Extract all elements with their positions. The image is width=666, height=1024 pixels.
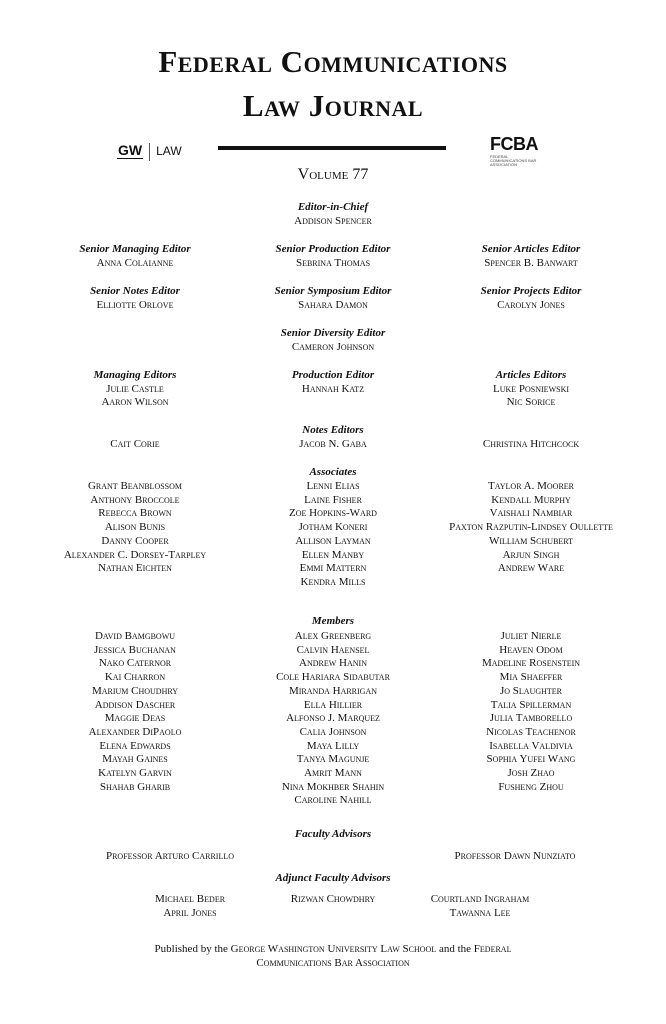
person-name: Alexander C. Dorsey-Tarpley bbox=[63, 548, 207, 561]
person-name: Nako Caternor bbox=[98, 657, 172, 670]
faculty-advisors-heading bbox=[0, 828, 666, 842]
person-name: Julie Castle bbox=[106, 382, 164, 395]
articles-editors-block bbox=[431, 369, 631, 410]
gw-logo-mark: GW bbox=[118, 142, 143, 158]
senior-production-editor-block bbox=[233, 243, 433, 270]
person-name: Josh Zhao bbox=[507, 767, 555, 780]
person-name: Nina Mokhber Shahin bbox=[281, 780, 385, 793]
person-name: Allison Layman bbox=[295, 534, 371, 547]
person-name: Professor Dawn Nunziato bbox=[454, 850, 576, 862]
members-col2 bbox=[233, 630, 433, 808]
role-title: Senior Projects Editor bbox=[480, 285, 582, 297]
person-name: Katelyn Garvin bbox=[98, 767, 172, 780]
person-name: Sebrina Thomas bbox=[295, 256, 371, 269]
associates-heading-block bbox=[0, 466, 666, 480]
person-name: Anna Colaianne bbox=[96, 256, 174, 269]
publisher-line1 bbox=[0, 942, 666, 956]
person-name: Cait Corie bbox=[110, 437, 160, 450]
person-name: Vaishali Nambiar bbox=[489, 507, 573, 520]
person-name: Anthony Broccole bbox=[90, 493, 180, 506]
section-title: Faculty Advisors bbox=[294, 828, 372, 840]
person-name: Nathan Eichten bbox=[98, 562, 172, 575]
person-name: Jotham Koneri bbox=[298, 521, 368, 534]
person-name: Calia Johnson bbox=[299, 725, 367, 738]
person-name: Michael Beder bbox=[154, 893, 226, 905]
senior-notes-editor-block bbox=[35, 285, 235, 312]
senior-projects-editor-block bbox=[431, 285, 631, 312]
person-name: Maya Lilly bbox=[306, 739, 360, 752]
person-name: Christina Hitchcock bbox=[482, 437, 580, 450]
role-title: Senior Managing Editor bbox=[79, 243, 191, 255]
gw-law-text: LAW bbox=[156, 144, 182, 158]
person-name: Rebecca Brown bbox=[98, 507, 172, 520]
person-name: William Schubert bbox=[488, 534, 574, 547]
person-name: Ellen Manby bbox=[301, 548, 365, 561]
associates-col2 bbox=[233, 480, 433, 590]
role-title: Senior Symposium Editor bbox=[274, 285, 392, 297]
role-title: Articles Editors bbox=[495, 369, 567, 381]
section-title: Members bbox=[311, 615, 355, 627]
members-heading-block bbox=[0, 615, 666, 629]
person-name: April Jones bbox=[163, 906, 217, 919]
senior-managing-editor-block bbox=[35, 243, 235, 270]
journal-title-line1: Federal Communications bbox=[158, 44, 508, 79]
person-name: Kai Charron bbox=[104, 671, 166, 684]
person-name: Jessica Buchanan bbox=[94, 643, 176, 656]
person-name: Sophia Yufei Wang bbox=[486, 753, 576, 766]
person-name: Luke Posniewski bbox=[492, 382, 570, 395]
person-name: Shahab Gharib bbox=[99, 780, 171, 793]
notes-editor-right bbox=[431, 438, 631, 452]
person-name: Arjun Singh bbox=[502, 548, 560, 561]
volume-number: Volume 77 bbox=[297, 166, 369, 183]
editor-in-chief-block bbox=[0, 201, 666, 228]
faculty-advisor-right bbox=[400, 850, 630, 864]
person-name: Cole Hariara Sidabutar bbox=[276, 671, 390, 684]
person-name: David Bamgbowu bbox=[94, 630, 176, 642]
person-name: Madeline Rosenstein bbox=[481, 657, 581, 670]
members-col1 bbox=[35, 630, 235, 794]
journal-title-line2: Law Journal bbox=[242, 88, 424, 123]
fcba-logo-text: FCBA bbox=[490, 134, 538, 154]
person-name: Cameron Johnson bbox=[291, 340, 375, 353]
production-editor-block bbox=[233, 369, 433, 396]
role-title: Senior Articles Editor bbox=[481, 243, 581, 255]
person-name: Elena Edwards bbox=[99, 739, 171, 752]
adjunct-advisors-heading bbox=[0, 872, 666, 886]
person-name: Addison Spencer bbox=[294, 214, 372, 227]
role-title: Editor-in-Chief bbox=[297, 201, 369, 213]
notes-editors-block bbox=[233, 424, 433, 451]
person-name: Julia Tamborello bbox=[489, 712, 573, 725]
associates-col1 bbox=[35, 480, 235, 576]
person-name: Emmi Mattern bbox=[299, 562, 367, 575]
person-name: Lenni Elias bbox=[306, 480, 360, 492]
person-name: Calvin Haensel bbox=[296, 643, 370, 656]
role-title: Managing Editors bbox=[93, 369, 177, 381]
fcba-logo bbox=[490, 134, 540, 167]
person-name: Laine Fisher bbox=[304, 493, 362, 506]
publisher-federal: Federal bbox=[473, 943, 512, 955]
adjunct-col2 bbox=[263, 893, 403, 907]
person-name: Miranda Harrigan bbox=[288, 684, 378, 697]
person-name: Tanya Magunje bbox=[296, 753, 370, 766]
person-name: Hannah Katz bbox=[301, 382, 365, 395]
person-name: Sahara Damon bbox=[298, 298, 368, 311]
person-name: Kendra Mills bbox=[300, 575, 366, 588]
gw-law-logo bbox=[117, 142, 182, 161]
person-name: Rizwan Chowdhry bbox=[290, 893, 376, 905]
role-title: Senior Diversity Editor bbox=[280, 327, 386, 339]
person-name: Alfonso J. Marquez bbox=[286, 712, 380, 725]
members-col3 bbox=[431, 630, 631, 794]
person-name: Alison Bunis bbox=[104, 521, 166, 534]
person-name: Mia Shaeffer bbox=[499, 671, 563, 684]
person-name: Courtland Ingraham bbox=[430, 893, 530, 905]
person-name: Nicolas Teachenor bbox=[486, 725, 576, 738]
person-name: Aaron Wilson bbox=[101, 396, 169, 409]
person-name: Alex Greenberg bbox=[294, 630, 372, 642]
person-name: Marium Choudhry bbox=[91, 684, 179, 697]
person-name: Amrit Mann bbox=[304, 767, 362, 780]
person-name: Tawanna Lee bbox=[449, 906, 511, 919]
person-name: Kendall Murphy bbox=[491, 493, 571, 506]
role-title: Senior Notes Editor bbox=[90, 285, 180, 297]
person-name: Taylor A. Moorer bbox=[487, 480, 575, 492]
publisher-prefix: Published by the bbox=[154, 943, 228, 955]
person-name: Heaven Odom bbox=[499, 643, 563, 656]
adjunct-col1 bbox=[120, 893, 260, 920]
person-name: Isabella Valdivia bbox=[489, 739, 573, 752]
person-name: Alexander DiPaolo bbox=[88, 725, 182, 738]
associates-col3 bbox=[431, 480, 631, 576]
section-title: Adjunct Faculty Advisors bbox=[275, 872, 391, 884]
person-name: Andrew Ware bbox=[497, 562, 565, 575]
person-name: Addison Dascher bbox=[94, 698, 176, 711]
masthead-rule bbox=[218, 146, 446, 150]
publisher-law-school: George Washington University Law School bbox=[230, 943, 437, 955]
faculty-advisor-left bbox=[70, 850, 270, 864]
section-title: Associates bbox=[309, 466, 357, 478]
managing-editors-block bbox=[35, 369, 235, 410]
person-name: Spencer B. Banwart bbox=[484, 256, 578, 269]
person-name: Maggie Deas bbox=[104, 712, 166, 725]
person-name: Elliotte Orlove bbox=[96, 298, 174, 311]
person-name: Paxton Razputin-Lindsey Oullette bbox=[449, 521, 613, 534]
person-name: Caroline Nahill bbox=[294, 794, 372, 807]
publisher-note bbox=[0, 942, 666, 970]
role-title: Production Editor bbox=[291, 369, 375, 381]
adjunct-col3 bbox=[405, 893, 555, 920]
person-name: Carolyn Jones bbox=[497, 298, 565, 311]
senior-diversity-editor-block bbox=[0, 327, 666, 354]
publisher-and: and the bbox=[438, 943, 472, 955]
person-name: Jo Slaughter bbox=[499, 684, 563, 697]
person-name: Ella Hillier bbox=[303, 698, 363, 711]
person-name: Danny Cooper bbox=[101, 534, 169, 547]
person-name: Nic Sorice bbox=[506, 396, 556, 409]
role-title: Notes Editors bbox=[302, 424, 364, 436]
person-name: Talia Spillerman bbox=[490, 698, 572, 711]
notes-editor-left bbox=[35, 438, 235, 452]
person-name: Jacob N. Gaba bbox=[299, 437, 367, 450]
person-name: Zoe Hopkins-Ward bbox=[289, 507, 377, 520]
person-name: Andrew Hanin bbox=[299, 657, 367, 670]
person-name: Mayah Gaines bbox=[102, 753, 168, 766]
senior-symposium-editor-block bbox=[233, 285, 433, 312]
fcba-tagline: FEDERAL COMMUNICATIONS BAR ASSOCIATION bbox=[490, 154, 537, 167]
role-title: Senior Production Editor bbox=[275, 243, 391, 255]
person-name: Fusheng Zhou bbox=[498, 780, 564, 793]
publisher-line2: Communications Bar Association bbox=[256, 957, 410, 969]
logo-divider bbox=[149, 143, 150, 161]
senior-articles-editor-block bbox=[431, 243, 631, 270]
person-name: Professor Arturo Carrillo bbox=[105, 850, 235, 862]
person-name: Juliet Nierle bbox=[500, 630, 562, 642]
person-name: Grant Beanblossom bbox=[87, 480, 183, 492]
